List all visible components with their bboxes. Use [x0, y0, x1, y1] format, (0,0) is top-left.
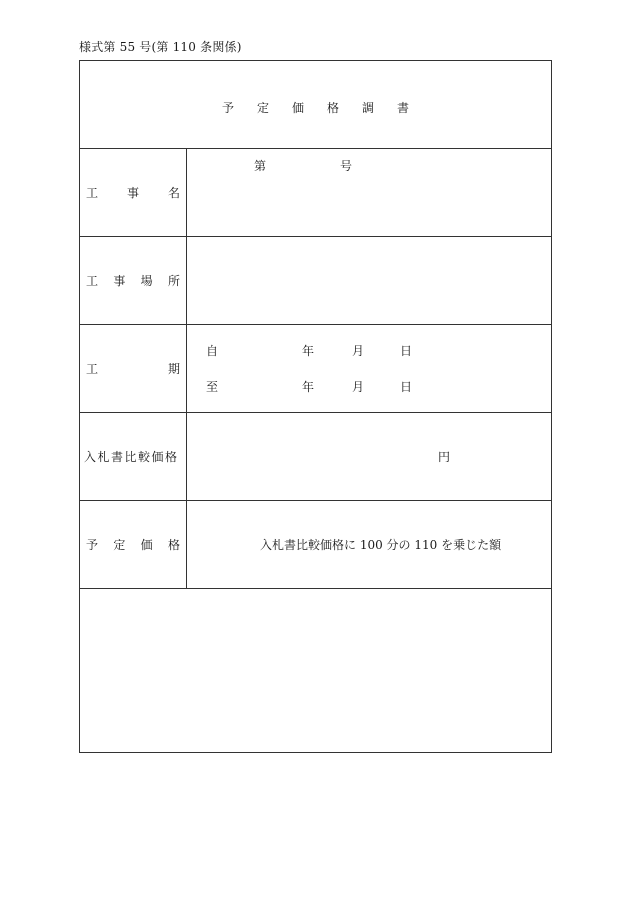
label-cell-construction-location: [80, 237, 187, 324]
period-to-day: 日: [400, 380, 413, 394]
number-suffix: 号: [340, 159, 353, 173]
period-from-month: 月: [352, 344, 365, 358]
label-cell-construction-name: [80, 149, 187, 236]
value-cell-bid-comparison-price[interactable]: [187, 413, 551, 500]
label-bid-comparison-price: 入札書比較価格: [84, 449, 179, 464]
value-cell-construction-period[interactable]: [187, 325, 551, 412]
value-cell-construction-name[interactable]: [187, 149, 551, 236]
number-prefix: 第: [254, 159, 267, 173]
label-planned-price: 予 定 価 格: [86, 537, 180, 552]
form-number: 様式第 55 号(第 110 条関係): [79, 40, 242, 54]
value-cell-planned-price: [187, 501, 551, 588]
label-cell-planned-price: [80, 501, 187, 588]
label-construction-period: 工 期: [86, 361, 180, 376]
title-row: [80, 61, 551, 149]
row-construction-period: [80, 325, 551, 413]
period-to-year: 年: [302, 380, 315, 394]
period-from: 自: [206, 344, 219, 358]
planned-price-description: 入札書比較価格に 100 分の 110 を乗じた額: [260, 538, 502, 552]
estimate-form-table: [79, 60, 552, 753]
period-to: 至: [206, 380, 219, 394]
document-title: 予 定 価 格 調 書: [221, 101, 409, 115]
period-to-month: 月: [352, 380, 365, 394]
period-from-day: 日: [400, 344, 413, 358]
label-construction-location: 工 事 場 所: [86, 273, 180, 288]
period-from-year: 年: [302, 344, 315, 358]
blank-area[interactable]: [80, 589, 551, 754]
label-cell-construction-period: [80, 325, 187, 412]
label-cell-bid-comparison-price: [80, 413, 187, 500]
row-construction-name: [80, 149, 551, 237]
row-construction-location: [80, 237, 551, 325]
row-bid-comparison-price: [80, 413, 551, 501]
label-construction-name: 工 事 名: [86, 185, 180, 200]
value-cell-construction-location[interactable]: [187, 237, 551, 324]
row-planned-price: [80, 501, 551, 589]
yen-unit: 円: [438, 450, 451, 464]
